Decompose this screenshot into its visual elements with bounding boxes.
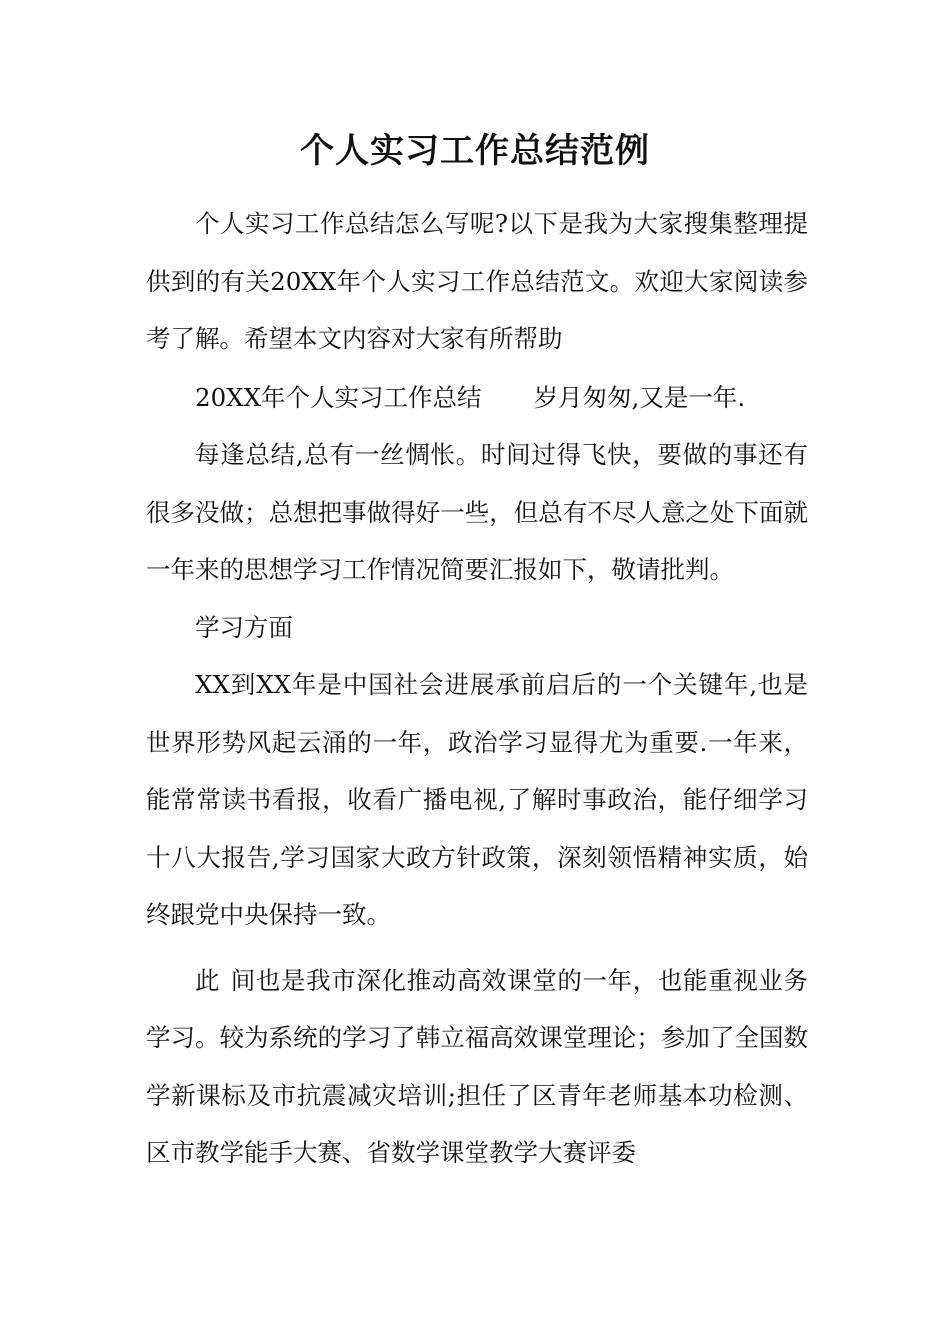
document-title: 个人实习工作总结范例 <box>300 131 650 171</box>
business-study-paragraph <box>146 952 808 1182</box>
heading-line-right: 岁月匆匆,又是一年. <box>533 382 746 412</box>
document-body <box>146 195 808 1182</box>
summary-paragraph: 每逢总结,总有一丝惆怅。时间过得飞快，要做的事还有很多没做；总想把事做得好一些，但总有不尽人意之处下面就一年来的思想学习工作情况简要汇报如下，敬请批判。 <box>146 440 808 584</box>
intro-paragraph: 个人实习工作总结怎么写呢?以下是我为大家搜集整理提供到的有关20XX年个人实习工作总结范文。欢迎大家阅读参考了解。希望本文内容对大家有所帮助 <box>146 209 808 353</box>
section-heading-study: 学习方面 <box>195 612 293 642</box>
heading-line-left: 20XX年个人实习工作总结 <box>195 382 482 412</box>
business-study-text: 间也是我市深化推动高效课堂的一年，也能重视业务学习。较为系统的学习了韩立福高效课堂理论；参加了全国数学新课标及市抗震减灾培训;担任了区青年老师基本功检测、区市教学能手大赛、省数学课堂教学大赛评委 <box>146 965 808 1167</box>
business-study-first-char: 此 <box>195 965 221 995</box>
heading-line <box>146 369 808 427</box>
study-paragraph: XX到XX年是中国社会进展承前启后的一个关键年,也是世界形势风起云涌的一年，政治学习显得尤为重要.一年来，能常常读书看报，收看广播电视,了解时事政治，能仔细学习十八大报告,学习国家大政方针政策，深刻领悟精神实质，始终跟党中央保持一致。 <box>146 670 808 929</box>
